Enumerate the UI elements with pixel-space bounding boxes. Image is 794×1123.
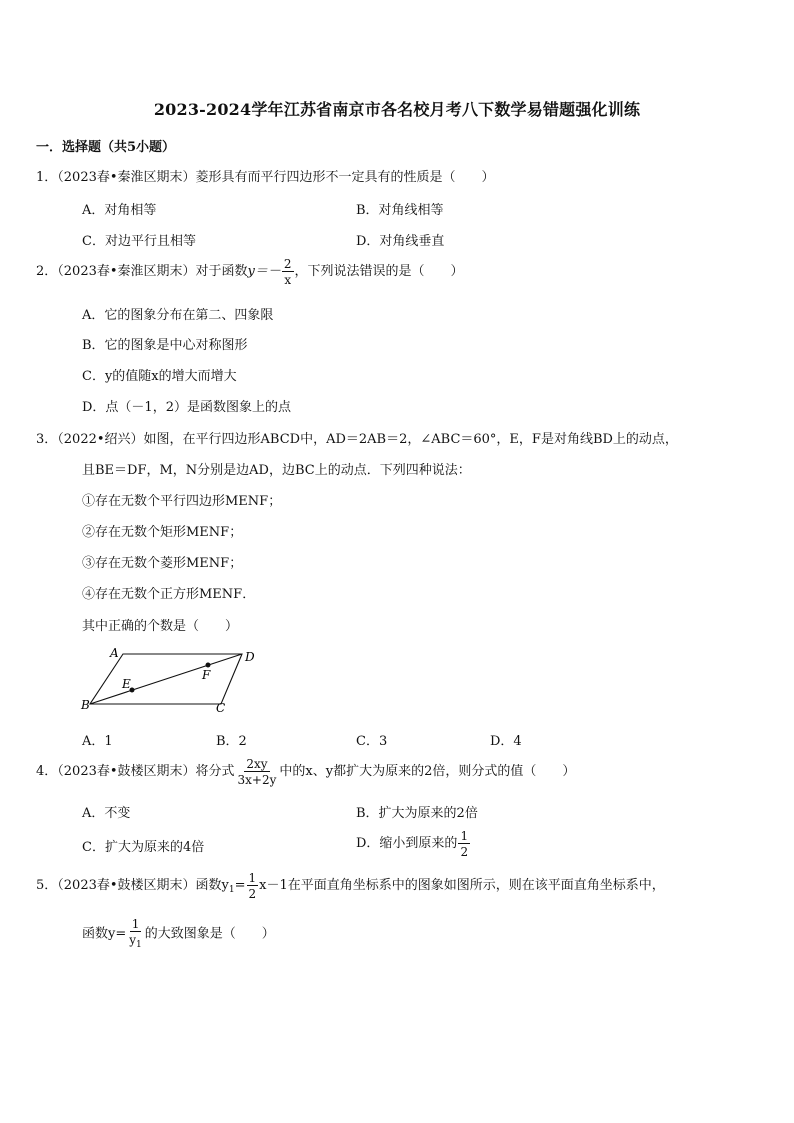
question-1-stem: 1．（2023春•秦淮区期末）菱形具有而平行四边形不一定具有的性质是（ ） bbox=[36, 170, 495, 185]
q4-fraction bbox=[236, 758, 279, 786]
q4-option-d-text: D．缩小到原来的 bbox=[356, 836, 458, 851]
q5-line2-post: 的大致图象是（ ） bbox=[144, 926, 275, 942]
q4-option-d-fraction bbox=[458, 830, 470, 858]
section-heading: 一．选择题（共5小题） bbox=[36, 140, 176, 155]
q3-option-d: D．4 bbox=[490, 734, 522, 749]
question-5-line-2 bbox=[82, 918, 275, 951]
q3-statement-2: ②存在无数个矩形MENF； bbox=[82, 525, 243, 540]
q4-stem-pre: 4．（2023春•鼓楼区期末）将分式 bbox=[36, 764, 235, 779]
q1-option-b: B．对角线相等 bbox=[356, 203, 444, 218]
point-f bbox=[206, 663, 211, 668]
q4-stem-post: 中的x、y都扩大为原来的2倍，则分式的值（ ） bbox=[279, 764, 576, 779]
q2-option-b: B．它的图象是中心对称图形 bbox=[82, 338, 248, 353]
q2-frac-den: x bbox=[284, 272, 292, 287]
question-4-stem bbox=[36, 756, 575, 788]
q4-d-frac-num: 1 bbox=[460, 828, 469, 843]
q1-option-c: C．对边平行且相等 bbox=[82, 234, 196, 249]
label-f: F bbox=[202, 668, 211, 682]
q4-option-b: B．扩大为原来的2倍 bbox=[356, 806, 478, 821]
q5-fraction bbox=[247, 872, 259, 900]
label-b: B bbox=[81, 698, 90, 712]
label-a: A bbox=[110, 646, 119, 660]
label-e: E bbox=[122, 677, 131, 691]
q2-fraction bbox=[282, 258, 294, 286]
q3-statement-4: ④存在无数个正方形MENF． bbox=[82, 587, 256, 602]
label-c: C bbox=[216, 701, 226, 715]
q5-y1 bbox=[222, 878, 235, 893]
q5-y1-var: y bbox=[221, 878, 229, 893]
q5-l2-den-var: y bbox=[129, 933, 137, 947]
q5-line2-fraction bbox=[127, 918, 144, 950]
q5-stem-pre: 5．（2023春•鼓楼区期末）函数 bbox=[36, 878, 222, 893]
q5-l2-frac-num: 1 bbox=[131, 917, 140, 931]
q5-frac-num: 1 bbox=[248, 870, 257, 885]
q2-frac-num: 2 bbox=[283, 256, 292, 271]
q5-eq: = bbox=[234, 878, 246, 893]
q3-statement-1: ①存在无数个平行四边形MENF； bbox=[82, 494, 282, 509]
q2-stem-post: ，下列说法错误的是（ ） bbox=[294, 264, 464, 279]
q4-option-c: C．扩大为原来的4倍 bbox=[82, 840, 205, 855]
q4-frac-den: 3x+2y bbox=[237, 772, 277, 787]
q3-option-c: C．3 bbox=[356, 734, 388, 749]
label-d: D bbox=[245, 650, 255, 664]
q3-ask: 其中正确的个数是（ ） bbox=[82, 619, 239, 634]
q5-y-label: y= bbox=[108, 926, 127, 942]
q2-function-lhs: y＝－ bbox=[247, 264, 281, 279]
q4-option-a: A．不变 bbox=[82, 806, 131, 821]
question-2-stem bbox=[36, 256, 464, 288]
diagonal-bd bbox=[90, 654, 242, 704]
question-5-stem bbox=[36, 870, 665, 906]
q5-y1-sub: 1 bbox=[228, 885, 235, 895]
q5-line2-pre: 函数 bbox=[82, 926, 109, 942]
page-title: 2023-2024学年江苏省南京市各名校月考八下数学易错题强化训练 bbox=[153, 100, 641, 119]
question-3-line-2: 且BE＝DF，M，N分别是边AD，边BC上的动点．下列四种说法： bbox=[82, 463, 471, 478]
q2-option-a: A．它的图象分布在第二、四象限 bbox=[82, 308, 274, 323]
q1-option-d: D．对角线垂直 bbox=[356, 234, 445, 249]
q5-stem-post: 在平面直角坐标系中的图象如图所示，则在该平面直角坐标系中， bbox=[287, 878, 665, 893]
q4-option-d bbox=[356, 828, 471, 860]
q3-option-a: A．1 bbox=[82, 734, 113, 749]
q1-option-a: A．对角相等 bbox=[82, 203, 157, 218]
q4-d-frac-den: 2 bbox=[460, 844, 469, 859]
q5-frac-den: 2 bbox=[248, 886, 257, 901]
question-3-line-1: 3．（2022•绍兴）如图，在平行四边形ABCD中，AD＝2AB＝2，∠ABC＝60°，E，F是对角线BD上的动点， bbox=[36, 432, 678, 447]
q3-option-b: B．2 bbox=[216, 734, 247, 749]
q5-tail: x－1 bbox=[259, 878, 288, 893]
q3-statement-3: ③存在无数个菱形MENF； bbox=[82, 556, 243, 571]
parallelogram-figure bbox=[76, 640, 266, 720]
q2-stem-pre: 2．（2023春•秦淮区期末）对于函数 bbox=[36, 264, 248, 279]
q2-option-d: D．点（－1，2）是函数图象上的点 bbox=[82, 400, 291, 415]
q2-option-c: C．y的值随x的增大而增大 bbox=[82, 369, 237, 384]
q5-l2-den-sub: 1 bbox=[136, 940, 142, 950]
q5-l2-frac-den bbox=[127, 932, 144, 950]
q4-frac-num: 2xy bbox=[246, 756, 268, 771]
